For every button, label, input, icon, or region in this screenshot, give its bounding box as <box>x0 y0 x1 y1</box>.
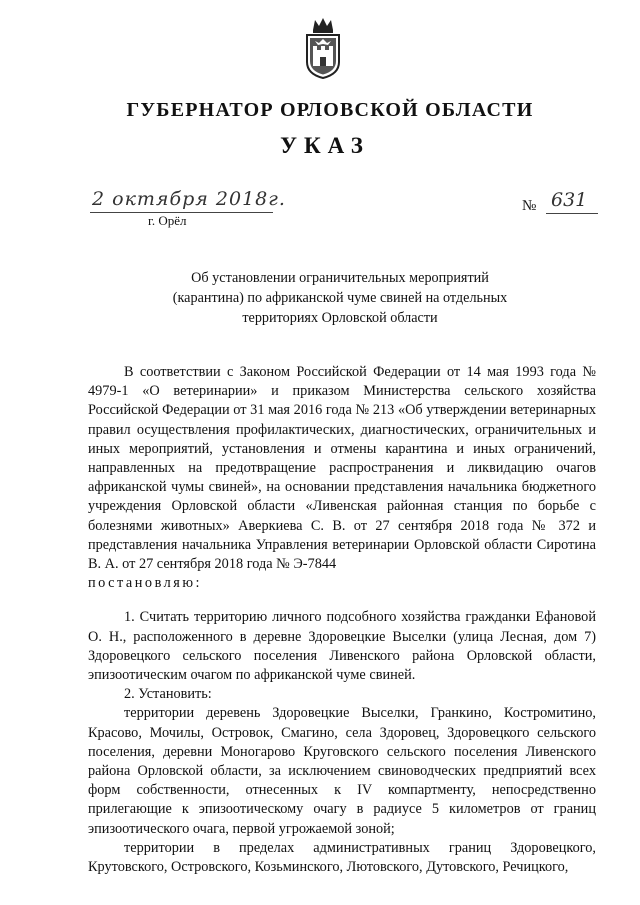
issue-city: г. Орёл <box>148 213 187 228</box>
issuer-title: ГУБЕРНАТОР ОРЛОВСКОЙ ОБЛАСТИ <box>126 99 534 121</box>
preamble-paragraph: В соответствии с Законом Российской Федерации от 14 мая 1993 года № 4979-1 «О ветеринарии» и приказом Министерства сельского хозяйства Российской Федерации от 31 мая 2016 года № 213 «Об утверждении ветеринарных правил осуществления профилактических, диагностических, ограничительных и иных мероприятий, установления и отмены карантина и иных ограничений, направленных на предотвращение распространения и ликвидацию очагов африканской чумы свиней», на основании представления начальника бюджетного учреждения Орловской области «Ливенская районная станция по борьбе с болезнями животных» Аверкиева С. В. от 27 сентября 2018 года № 372 и представления начальника Управления ветеринарии Орловской области Сиротина В. А. от 27 сентября 2018 года № Э-7844 <box>88 364 596 573</box>
subject-line: Об установлении ограничительных мероприятий <box>191 270 489 286</box>
decree-subject <box>140 268 540 328</box>
orel-region-coat-of-arms-icon <box>303 16 343 80</box>
handwritten-date: 2 октября 2018г. <box>92 188 286 210</box>
subject-line: (карантина) по африканской чуме свиней на отдельных <box>172 290 508 306</box>
document-type: УКАЗ <box>280 133 370 158</box>
item-2-first-zone: территории деревень Здоровецкие Выселки, Гранкино, Костромитино, Красово, Мочилы, Островок, Смагино, села Здоровец, Здоровецкого сельского поселения, деревни Моногарово Круговского сельского поселения Ливенского района Орловской области, за исключением свиноводческих предприятий всех форм собственности, отнесенных к IV компартменту, непосредственно прилегающие к эпизоотическому очагу в радиусе 5 километров от границ эпизоотического очага, первой угрожаемой зоной; <box>88 705 596 837</box>
number-underline <box>546 213 598 214</box>
handwritten-number: 631 <box>551 189 588 211</box>
decree-word: постановляю: <box>88 575 202 592</box>
item-1-paragraph: 1. Считать территорию личного подсобного хозяйства гражданки Ефановой О. Н., расположенного в деревне Здоровецкие Выселки (улица Лесная, дом 7) Здоровецкого сельского поселения Ливенского района Орловской области, эпизоотическим очагом по африканской чуме свиней. <box>88 609 596 684</box>
subject-line: территориях Орловской области <box>242 310 438 326</box>
decree-body <box>88 363 596 877</box>
item-2-heading: 2. Установить: <box>124 686 212 703</box>
number-prefix: № <box>522 198 537 214</box>
item-2-second-zone: территории в пределах административных границ Здоровецкого, Крутовского, Островского, Козьминского, Лютовского, Дутовского, Речицкого, <box>88 839 596 876</box>
